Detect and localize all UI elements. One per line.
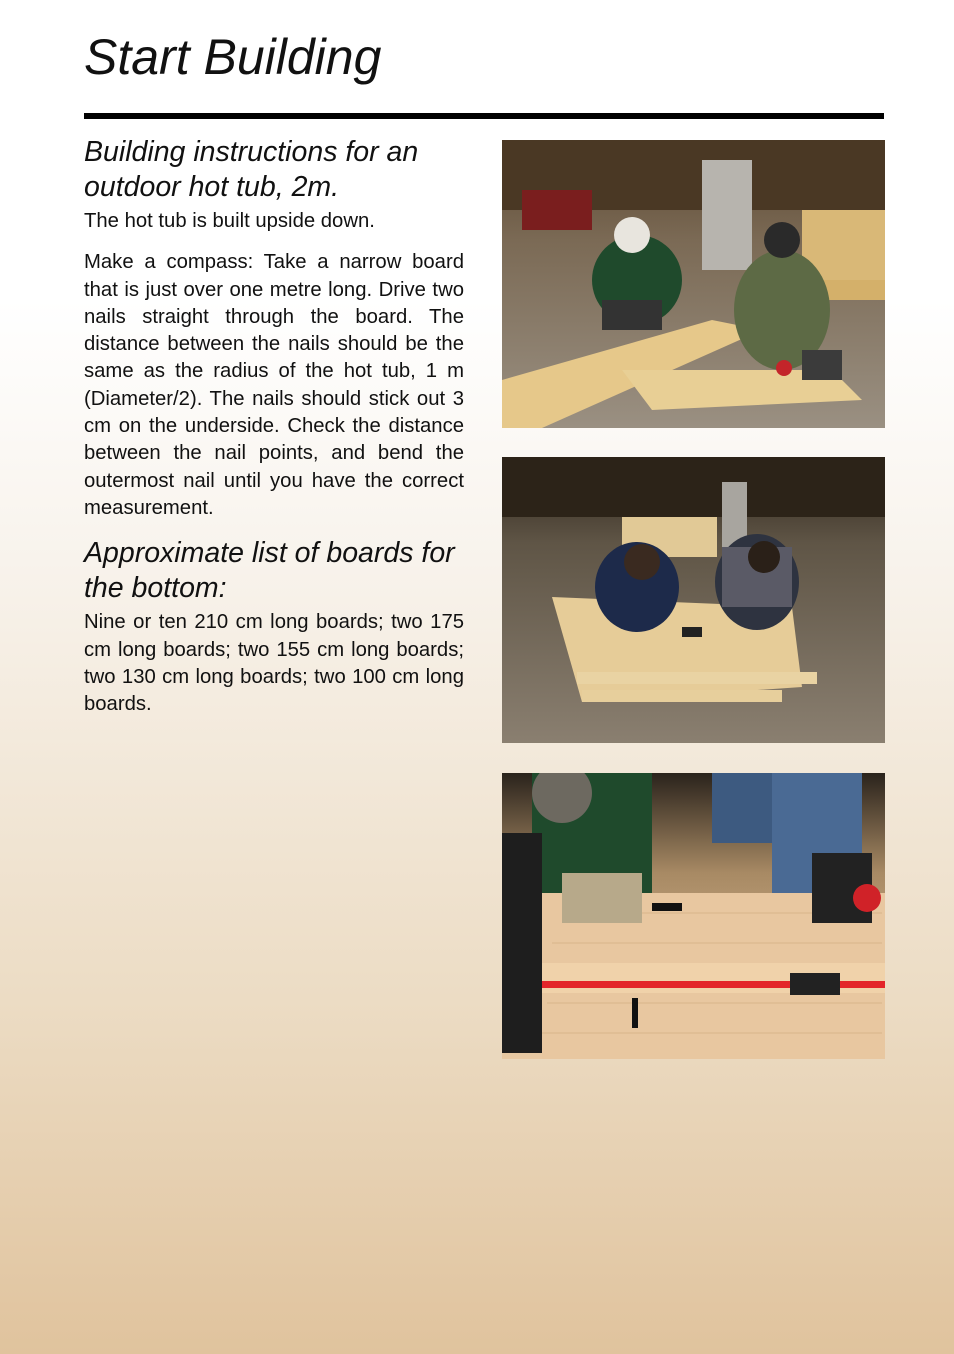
photo-workshop-measuring <box>502 140 885 428</box>
section-heading-boards: Approximate list of boards for the bottom: <box>84 537 455 605</box>
section-heading-instructions: Building instructions for an outdoor hot tub, 2m. <box>84 136 419 203</box>
photo-strapping-boards <box>502 773 885 1059</box>
photo-laying-boards <box>502 457 885 743</box>
boards-paragraph: Nine or ten 210 cm long boards; two 175 cm long boards; two 155 cm long boards; two 130 cm long boards; two 100 cm long boards. <box>84 611 464 716</box>
title-rule <box>84 113 884 119</box>
text-column <box>84 135 464 718</box>
intro-paragraph: The hot tub is built upside down. <box>84 210 375 232</box>
page-title: Start Building <box>84 29 382 85</box>
compass-paragraph: Make a compass: Take a narrow board that is just over one metre long. Drive two nails straight through the board. The distance between the nails should be the same as the radius of the hot tub, 1 m (Diameter/2). The nails should stick out 3 cm on the underside. Check the distance between the nail points, and bend the outermost nail until you have the correct measurement. <box>84 251 464 519</box>
